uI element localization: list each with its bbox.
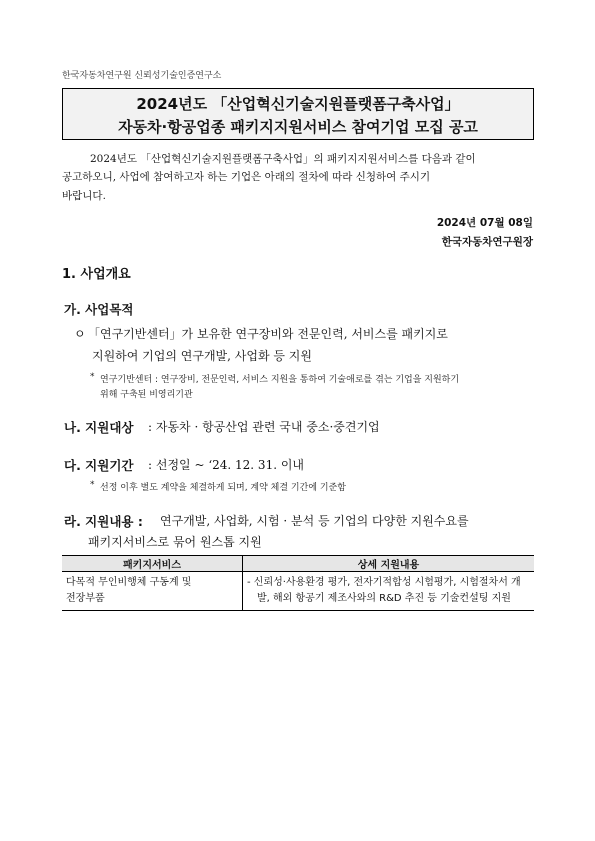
period-text: : 선정일 ~ ‘24. 12. 31. 이내 xyxy=(148,458,305,472)
detail-text: - 신뢰성·사용환경 평가, 전자기적합성 시험평가, 시험절차서 개발, 해외 항공기 제조사와의 R&D 추진 등 기술컨설팅 지원 xyxy=(247,577,521,604)
service-line-1: 다목적 무인비행체 구동계 및 xyxy=(66,577,192,588)
title-line-1: 2024년도 「산업혁신기술지원플랫폼구축사업」 xyxy=(136,95,460,113)
announcement-date: 2024년 07월 08일 xyxy=(436,217,533,229)
period-note: 선정 이후 별도 계약을 체결하게 되며, 계약 체결 기간에 기준함 xyxy=(100,483,346,493)
intro-line-3: 바랍니다. xyxy=(62,190,106,202)
target-heading: 나. 지원대상 xyxy=(64,420,134,435)
service-cell xyxy=(62,572,243,611)
period-note-mark: * xyxy=(90,480,95,490)
purpose-line-2: 지원하여 기업의 연구개발, 사업화 등 지원 xyxy=(92,349,312,363)
purpose-heading: 가. 사업목적 xyxy=(64,302,134,317)
section-1-title: 1. 사업개요 xyxy=(62,267,131,282)
title-box xyxy=(62,88,534,140)
header-organization: 한국자동차연구원 신뢰성기술인증연구소 xyxy=(62,71,222,81)
purpose-line-1: 「연구기반센터」가 보유한 연구장비와 전문인력, 서비스를 패키지로 xyxy=(88,327,448,341)
purpose-bullet: ㅇ xyxy=(74,327,86,341)
table-row xyxy=(62,572,534,611)
purpose-note-line-1: 연구기반센터 : 연구장비, 전문인력, 서비스 지원을 통하여 기술애로를 겪는 기업을 지원하기 xyxy=(100,375,460,385)
package-table xyxy=(62,555,534,611)
signer: 한국자동차연구원장 xyxy=(441,236,533,248)
content-heading: 라. 지원내용 : xyxy=(64,514,143,529)
detail-cell xyxy=(243,572,535,611)
header-package-service: 패키지서비스 xyxy=(62,556,243,572)
intro-line-1: 2024년도 「산업혁신기술지원플랫폼구축사업」의 패키지지원서비스를 다음과 같이 xyxy=(90,153,476,165)
title-line-2: 자동차·항공업종 패키지지원서비스 참여기업 모집 공고 xyxy=(118,118,478,136)
header-detail: 상세 지원내용 xyxy=(243,556,535,572)
purpose-note-line-2: 위해 구축된 비영리기관 xyxy=(100,390,193,400)
table-header-row xyxy=(62,556,534,572)
service-line-2: 전장부품 xyxy=(66,593,105,604)
target-text: : 자동차 · 항공산업 관련 국내 중소·중견기업 xyxy=(148,420,380,434)
content-line-2: 패키지서비스로 묶어 원스톱 지원 xyxy=(88,535,262,549)
purpose-note-mark: * xyxy=(90,372,95,382)
content-line-1: 연구개발, 사업화, 시험 · 분석 등 기업의 다양한 지원수요를 xyxy=(160,514,469,528)
period-heading: 다. 지원기간 xyxy=(64,458,134,473)
intro-line-2: 공고하오니, 사업에 참여하고자 하는 기업은 아래의 절차에 따라 신청하여 주시기 xyxy=(62,171,431,183)
